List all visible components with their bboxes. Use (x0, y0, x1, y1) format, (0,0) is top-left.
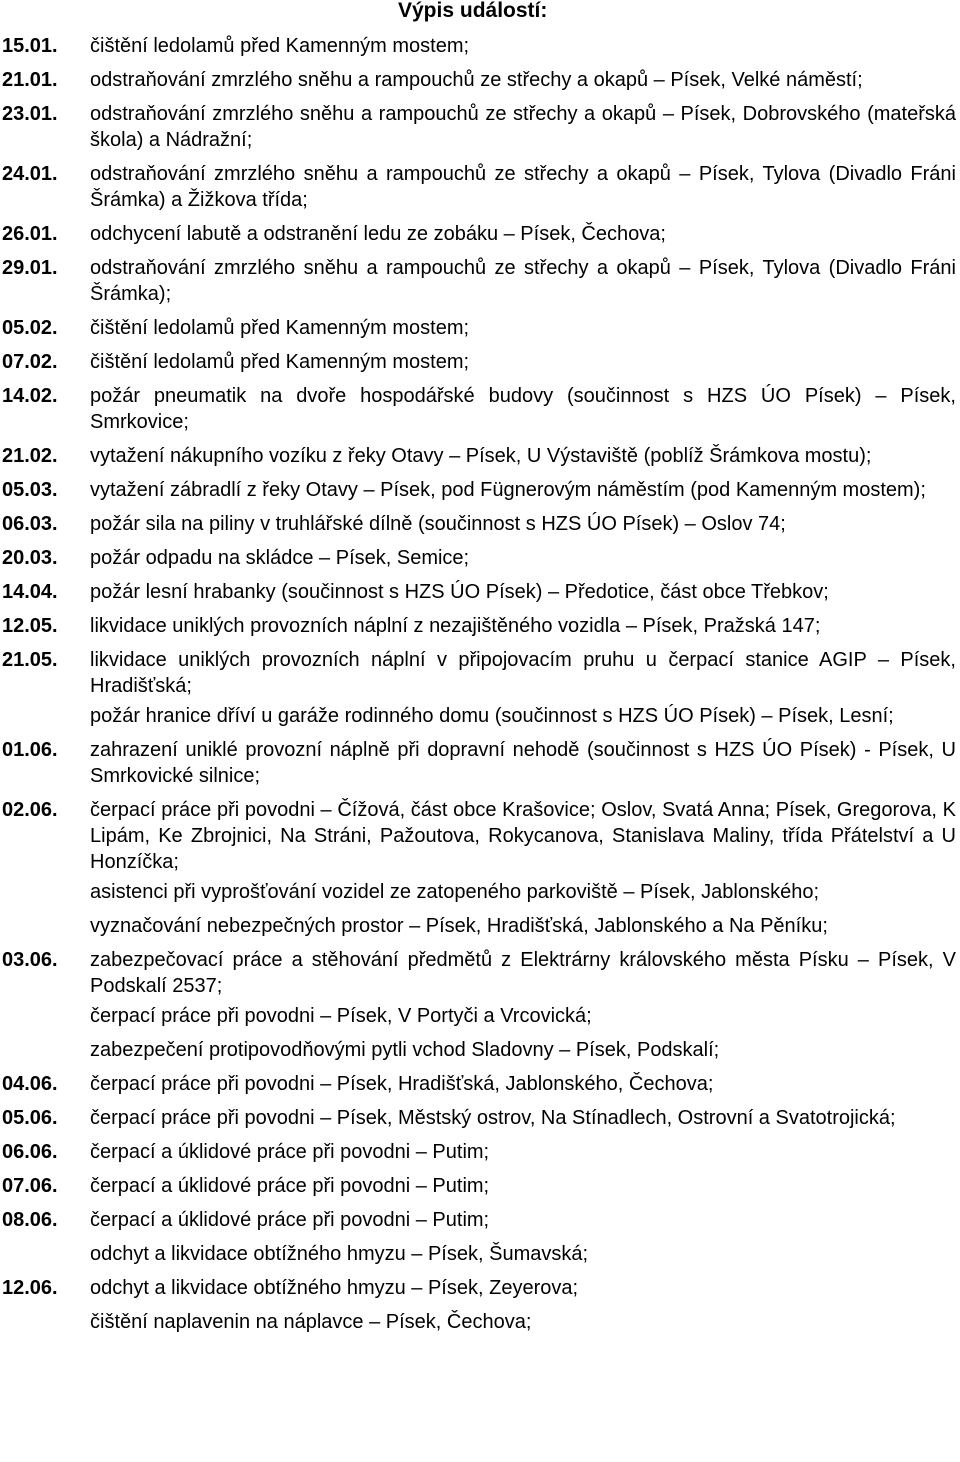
event-entry (0, 477, 956, 503)
event-text: požár pneumatik na dvoře hospodářské budovy (součinnost s HZS ÚO Písek) – Písek, Smrkovice; (90, 385, 956, 433)
event-entry (0, 315, 956, 341)
event-text: vyznačování nebezpečných prostor – Písek, Hradišťská, Jablonského a Na Pěníku; (90, 915, 828, 937)
event-text: zabezpečovací práce a stěhování předmětů z Elektrárny královského města Písku – Písek, V Podskalí 2537; (90, 949, 956, 997)
event-text: čerpací práce při povodni – Písek, Hradišťská, Jablonského, Čechova; (90, 1073, 714, 1095)
event-text: odstraňování zmrzlého sněhu a rampouchů ze střechy a okapů – Písek, Tylova (Divadlo Fráni Šrámka) a Žižkova třída; (90, 163, 956, 211)
event-entry (0, 511, 956, 537)
event-text: požár odpadu na skládce – Písek, Semice; (90, 547, 470, 569)
event-date: 05.06. (2, 1107, 58, 1129)
document-title: Výpis událostí: (398, 0, 548, 22)
event-date: 21.02. (2, 445, 58, 467)
event-date: 14.04. (2, 581, 58, 603)
event-entry (0, 1071, 956, 1097)
event-text: čerpací a úklidové práce při povodni – Putim; (90, 1141, 490, 1163)
event-date: 07.06. (2, 1175, 58, 1197)
event-entry (0, 545, 956, 571)
event-entry (0, 101, 956, 153)
event-text: odstraňování zmrzlého sněhu a rampouchů ze střechy a okapů – Písek, Dobrovského (mateřská škola) a Nádražní; (90, 103, 956, 151)
event-text: požár hranice dříví u garáže rodinného domu (součinnost s HZS ÚO Písek) – Písek, Lesní; (90, 705, 894, 727)
event-text: požár sila na piliny v truhlářské dílně (součinnost s HZS ÚO Písek) – Oslov 74; (90, 513, 786, 535)
event-text: čerpací a úklidové práce při povodni – Putim; (90, 1175, 490, 1197)
event-date: 26.01. (2, 223, 58, 245)
event-text: požár lesní hrabanky (součinnost s HZS ÚO Písek) – Předotice, část obce Třebkov; (90, 581, 829, 603)
event-text: zabezpečení protipovodňovými pytli vchod Sladovny – Písek, Podskalí; (90, 1039, 720, 1061)
event-entry (0, 879, 956, 905)
event-date: 21.01. (2, 69, 58, 91)
event-text: asistenci při vyprošťování vozidel ze zatopeného parkoviště – Písek, Jablonského; (90, 881, 820, 903)
event-date (0, 879, 90, 905)
event-date: 20.03. (2, 547, 58, 569)
event-entry (0, 737, 956, 789)
event-date (0, 703, 90, 729)
event-date: 04.06. (2, 1073, 58, 1095)
event-date (0, 1309, 90, 1335)
event-text: likvidace uniklých provozních náplní z nezajištěného vozidla – Písek, Pražská 147; (90, 615, 821, 637)
event-date: 06.06. (2, 1141, 58, 1163)
event-date: 12.06. (2, 1277, 58, 1299)
event-entry (0, 703, 956, 729)
event-text: čerpací a úklidové práce při povodni – Putim; (90, 1209, 490, 1231)
event-text: čerpací práce při povodni – Písek, V Portyči a Vrcovická; (90, 1005, 592, 1027)
event-text: zahrazení uniklé provozní náplně při dopravní nehodě (součinnost s HZS ÚO Písek) - Písek, U Smrkovické silnice; (90, 739, 956, 787)
event-entry (0, 33, 956, 59)
event-date (0, 1241, 90, 1267)
event-date: 01.06. (2, 739, 58, 761)
event-date: 15.01. (2, 35, 58, 57)
event-date: 21.05. (2, 649, 58, 671)
event-list (0, 33, 956, 1343)
event-date: 12.05. (2, 615, 58, 637)
event-text: vytažení nákupního vozíku z řeky Otavy – Písek, U Výstaviště (poblíž Šrámkova mostu); (90, 445, 872, 467)
event-text: odstraňování zmrzlého sněhu a rampouchů ze střechy a okapů – Písek, Velké náměstí; (90, 69, 863, 91)
event-entry (0, 1241, 956, 1267)
event-entry (0, 913, 956, 939)
event-entry (0, 579, 956, 605)
event-date: 24.01. (2, 163, 58, 185)
event-text: odstraňování zmrzlého sněhu a rampouchů ze střechy a okapů – Písek, Tylova (Divadlo Fráni Šrámka); (90, 257, 956, 305)
event-entry (0, 1275, 956, 1301)
event-date: 05.03. (2, 479, 58, 501)
event-date: 06.03. (2, 513, 58, 535)
event-entry (0, 947, 956, 999)
event-text: čištění naplavenin na náplavce – Písek, Čechova; (90, 1311, 532, 1333)
event-text: čištění ledolamů před Kamenným mostem; (90, 351, 470, 373)
event-entry (0, 1037, 956, 1063)
event-date (0, 1003, 90, 1029)
event-text: odchycení labutě a odstranění ledu ze zobáku – Písek, Čechova; (90, 223, 666, 245)
event-entry (0, 383, 956, 435)
event-entry (0, 255, 956, 307)
event-date: 14.02. (2, 385, 58, 407)
event-date: 29.01. (2, 257, 58, 279)
event-entry (0, 161, 956, 213)
event-entry (0, 349, 956, 375)
event-entry (0, 221, 956, 247)
event-text: čištění ledolamů před Kamenným mostem; (90, 317, 470, 339)
event-date: 05.02. (2, 317, 58, 339)
event-entry (0, 647, 956, 699)
event-entry (0, 1173, 956, 1199)
event-text: likvidace uniklých provozních náplní v připojovacím pruhu u čerpací stanice AGIP – Písek, Hradišťská; (90, 649, 956, 697)
event-entry (0, 613, 956, 639)
event-entry (0, 797, 956, 875)
event-entry (0, 1207, 956, 1233)
event-text: odchyt a likvidace obtížného hmyzu – Písek, Šumavská; (90, 1243, 589, 1265)
event-entry (0, 67, 956, 93)
event-entry (0, 1105, 956, 1131)
event-text: odchyt a likvidace obtížného hmyzu – Písek, Zeyerova; (90, 1277, 579, 1299)
event-entry (0, 1139, 956, 1165)
event-text: čištění ledolamů před Kamenným mostem; (90, 35, 470, 57)
event-entry (0, 443, 956, 469)
event-date: 02.06. (2, 799, 58, 821)
event-entry (0, 1309, 956, 1335)
event-date: 03.06. (2, 949, 58, 971)
event-text: čerpací práce při povodni – Písek, Městský ostrov, Na Stínadlech, Ostrovní a Svatotrojická; (90, 1107, 896, 1129)
event-date: 07.02. (2, 351, 58, 373)
event-date (0, 1037, 90, 1063)
event-date (0, 913, 90, 939)
event-text: vytažení zábradlí z řeky Otavy – Písek, pod Fügnerovým náměstím (pod Kamenným mostem); (90, 479, 926, 501)
event-entry (0, 1003, 956, 1029)
event-date: 08.06. (2, 1209, 58, 1231)
event-text: čerpací práce při povodni – Čížová, část obce Krašovice; Oslov, Svatá Anna; Písek, Gregorova, K Lipám, Ke Zbrojnici, Na Stráni, Pažoutova, Rokycanova, Stanislava Maliny, třída Přátelství a U Honzíčka; (90, 799, 956, 873)
event-date: 23.01. (2, 103, 58, 125)
